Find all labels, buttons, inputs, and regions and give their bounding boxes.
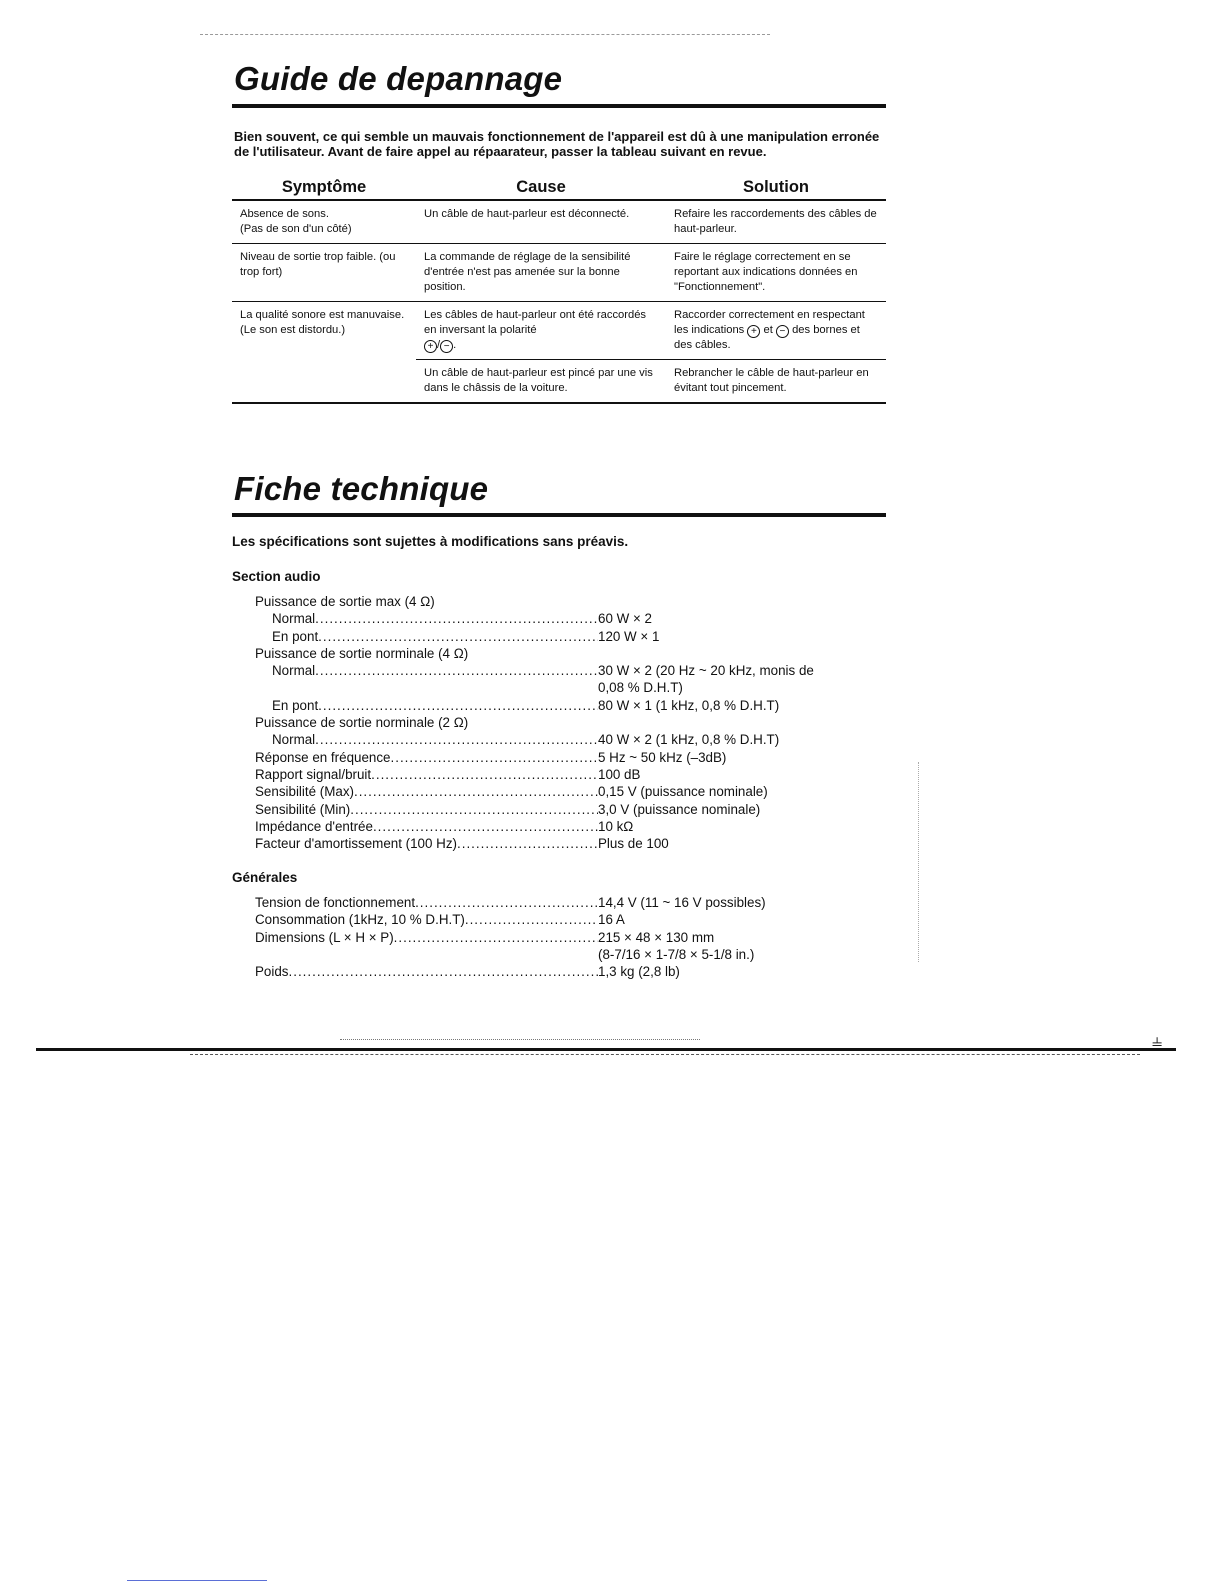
spec-heading: Puissance de sortie norminale (4 Ω): [255, 645, 469, 661]
header-cause: Cause: [516, 178, 566, 196]
bottom-dotted-rule: [340, 1039, 700, 1040]
scan-margin-marks: [918, 762, 921, 962]
leader-dots: [354, 783, 598, 800]
solution-cell: Rebrancher le câble de haut-parleur en évitant tout pincement.: [666, 360, 886, 404]
bottom-page-edge: [36, 1048, 1176, 1051]
top-dashed-rule: [200, 34, 770, 35]
spec-row: Normal ..... 30 W × 2 (20 Hz ~ 20 kHz, monis de: [255, 662, 895, 679]
spec-row: En pont ..... 80 W × 1 (1 kHz, 0,8 % D.H.T): [255, 697, 895, 714]
minus-polarity-icon: −: [776, 325, 789, 338]
spec-continuation: 0,08 % D.H.T): [598, 680, 683, 696]
spec-continuation: (8-7/16 × 1-7/8 × 5-1/8 in.): [598, 946, 755, 962]
spec-row: Sensibilité (Min) ..... 3,0 V (puissance nominale): [255, 801, 895, 818]
leader-dots: [394, 929, 598, 946]
spec-row: Facteur d'amortissement (100 Hz) ..... Plus de 100: [255, 835, 895, 852]
cause-text: Les câbles de haut-parleur ont été raccordés en inversant la polarité: [424, 309, 647, 336]
leader-dots: [371, 766, 598, 783]
spec-row: Consommation (1kHz, 10 % D.H.T) ..... 16 A: [255, 911, 895, 928]
leader-dots: [315, 662, 598, 679]
page-corner-icon: ⫨: [1152, 1030, 1163, 1050]
leader-dots: [373, 818, 598, 835]
specs-note: Les spécifications sont sujettes à modifications sans préavis.: [232, 534, 629, 549]
solution-cell: [666, 302, 886, 360]
leader-dots: [457, 835, 598, 852]
troubleshooting-intro: Bien souvent, ce qui semble un mauvais fonctionnement de l'appareil est dû à une manipulation erronée de l'utilisateur. Avant de faire appel au répaarateur, passer la tableau suivant en revue.: [234, 129, 880, 159]
solution-text: Raccorder correctement en respectant les indications: [674, 309, 865, 336]
header-symptom: Symptôme: [281, 178, 367, 196]
spec-row: Réponse en fréquence ..... 5 Hz ~ 50 kHz (–3dB): [255, 749, 895, 766]
troubleshooting-table: [232, 180, 886, 404]
table-row: [232, 200, 886, 244]
symptom-cell: Niveau de sortie trop faible. (ou trop fort): [232, 244, 416, 302]
cause-cell: Les câbles de haut-parleur ont été raccordés en inversant la polarité + / − .: [416, 302, 666, 360]
leader-dots: [315, 610, 598, 627]
spec-row: Normal ..... 40 W × 2 (1 kHz, 0,8 % D.H.T): [255, 731, 895, 748]
spec-row: Normal ..... 60 W × 2: [255, 610, 895, 627]
general-section-title: Générales: [232, 870, 298, 885]
spec-row: En pont ..... 120 W × 1: [255, 628, 895, 645]
audio-section-title: Section audio: [232, 569, 321, 584]
plus-polarity-icon: +: [747, 325, 760, 338]
specs-title: Fiche technique: [234, 470, 489, 507]
troubleshooting-title: Guide de depannage: [234, 60, 563, 97]
spec-row: Sensibilité (Max) ..... 0,15 V (puissance nominale): [255, 783, 895, 800]
spec-row: Impédance d'entrée ..... 10 kΩ: [255, 818, 895, 835]
leader-dots: [318, 697, 598, 714]
solution-text-end: des bornes et des câbles.: [674, 324, 860, 351]
solution-cell: Refaire les raccordements des câbles de haut-parleur.: [674, 208, 877, 235]
spec-heading: Puissance de sortie norminale (2 Ω): [255, 715, 469, 731]
symptom-cell: [232, 360, 416, 404]
spec-row: Poids ..... 1,3 kg (2,8 lb): [255, 963, 895, 980]
spec-row: Rapport signal/bruit ..... 100 dB: [255, 766, 895, 783]
general-spec-list: [255, 894, 895, 980]
troubleshooting-title-rule: [232, 104, 886, 108]
leader-dots: [465, 911, 598, 928]
table-header-row: [232, 180, 886, 200]
leader-dots: [318, 628, 598, 645]
leader-dots: [289, 963, 599, 980]
symptom-cell: La qualité sonore est manuvaise. (Le son est distordu.): [232, 302, 416, 360]
audio-spec-list: [255, 593, 895, 852]
table-row: [232, 244, 886, 302]
leader-dots: [315, 731, 598, 748]
cause-cell: Un câble de haut-parleur est déconnecté.: [424, 208, 630, 220]
bottom-dashed-rule: [190, 1054, 1140, 1055]
spec-row: Tension de fonctionnement ..... 14,4 V (11 ~ 16 V possibles): [255, 894, 895, 911]
cause-cell: Un câble de haut-parleur est pincé par une vis dans le châssis de la voiture.: [416, 360, 666, 404]
plus-polarity-icon: +: [424, 340, 437, 353]
header-solution: Solution: [743, 178, 809, 196]
spec-row: Dimensions (L × H × P) ..... 215 × 48 × 130 mm: [255, 929, 895, 946]
symptom-cell: Absence de sons. (Pas de son d'un côté): [240, 208, 352, 235]
solution-cell: Faire le réglage correctement en se reportant aux indications données en "Fonctionnement".: [666, 244, 886, 302]
cause-cell: La commande de réglage de la sensibilité d'entrée n'est pas amenée sur la bonne position.: [416, 244, 666, 302]
spec-heading: Puissance de sortie max (4 Ω): [255, 594, 435, 609]
table-row: [232, 302, 886, 360]
minus-polarity-icon: −: [440, 340, 453, 353]
leader-dots: [350, 801, 598, 818]
specs-title-rule: [232, 513, 886, 517]
table-row: [232, 360, 886, 404]
leader-dots: [415, 894, 598, 911]
leader-dots: [391, 749, 599, 766]
slash-text: /: [437, 339, 441, 351]
solution-conj: et: [763, 324, 773, 336]
footer-underline: [127, 1580, 267, 1581]
